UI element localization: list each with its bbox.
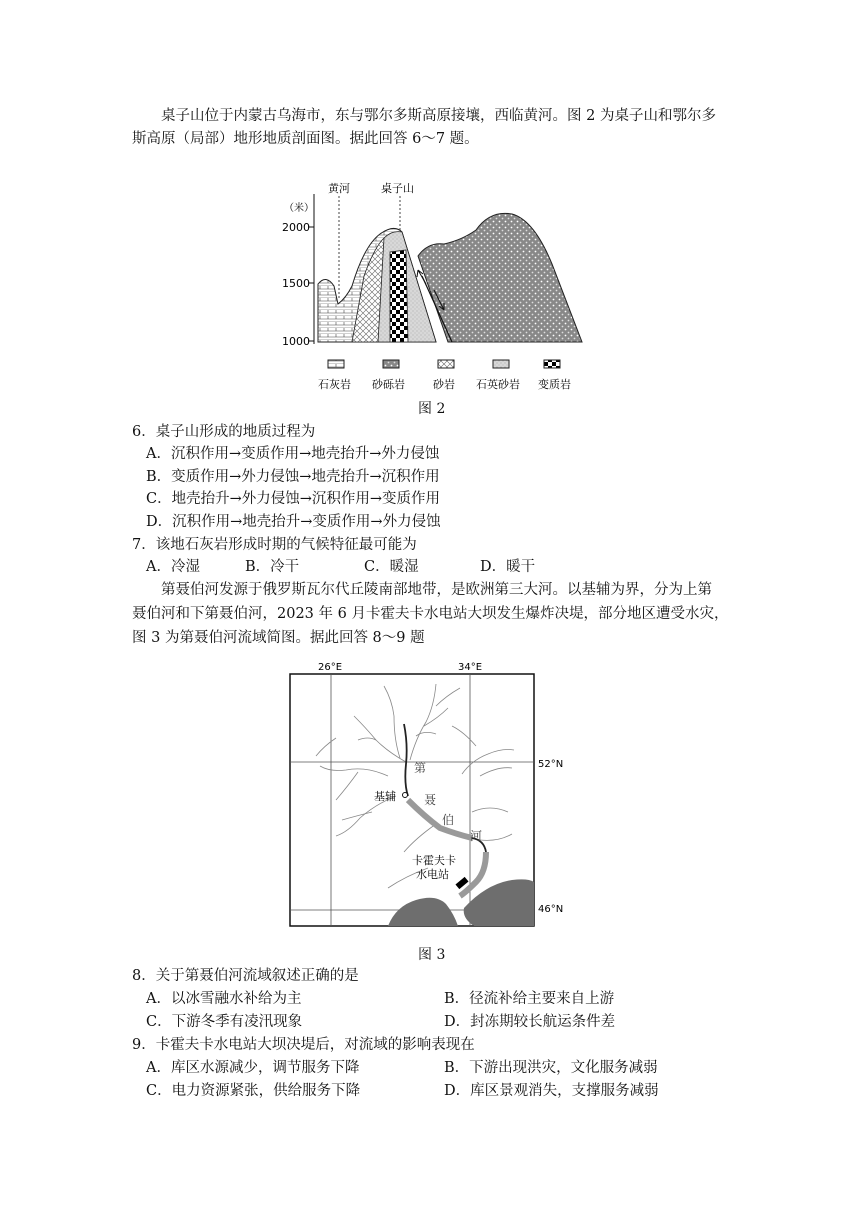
legend-quartz-sandstone: 石英砂岩: [476, 378, 520, 391]
city-kyiv: 基辅: [374, 790, 396, 803]
legend-quartz-sandstone-swatch: [493, 360, 509, 368]
legend-sandstone: 砂岩: [433, 378, 455, 391]
metamorphic-layer: [390, 250, 408, 342]
q6-option-d: D．沉积作用→地壳抬升→变质作用→外力侵蚀: [146, 514, 441, 530]
legend-sandstone-swatch: [438, 360, 454, 368]
label-yellow-river: 黄河: [328, 182, 350, 195]
q7-option-b: B．冷干: [245, 559, 300, 575]
y-tick-1500: 1500: [282, 277, 310, 290]
q7-option-d: D．暖干: [480, 559, 536, 575]
q8-option-c: C．下游冬季有凌汛现象: [146, 1014, 303, 1030]
legend-limestone-swatch: [328, 360, 344, 368]
lon-label-34e: 34°E: [458, 662, 483, 673]
figure-2-cross-section: [276, 166, 596, 401]
q6-option-a: A．沉积作用→变质作用→地壳抬升→外力侵蚀: [146, 446, 440, 462]
station-label-line2: 水电站: [416, 868, 449, 881]
legend-conglomerate-swatch: [383, 360, 399, 368]
legend-conglomerate: 砂砾岩: [372, 378, 405, 391]
q9-option-b: B．下游出现洪灾，文化服务减弱: [444, 1060, 658, 1076]
q7-option-a: A．冷湿: [146, 559, 200, 575]
lon-label-26e: 26°E: [318, 662, 343, 673]
q7-stem: 7．该地石灰岩形成时期的气候特征最可能为: [132, 537, 417, 553]
intro1-line1: 桌子山位于内蒙古乌海市，东与鄂尔多斯高原接壤，西临黄河。图 2 为桌子山和鄂尔多: [161, 108, 716, 124]
figure-3-caption: 图 3: [418, 947, 446, 963]
figure-3-basin-map: [276, 656, 576, 932]
river-char-4: 河: [470, 829, 483, 843]
river-char-3: 伯: [442, 813, 455, 827]
label-zhuozi-mountain: 桌子山: [381, 182, 414, 195]
q6-option-b: B．变质作用→外力侵蚀→地壳抬升→沉积作用: [146, 469, 440, 485]
intro2-line3: 图 3 为第聂伯河流域简图。据此回答 8～9 题: [132, 630, 425, 646]
river-char-2: 聂: [424, 793, 437, 807]
lat-label-52n: 52°N: [538, 759, 564, 770]
y-tick-2000: 2000: [282, 221, 310, 234]
intro2-line2: 聂伯河和下第聂伯河，2023 年 6 月卡霍夫卡水电站大坝发生爆炸决堤，部分地区遭受水灾，: [132, 606, 729, 622]
intro1-line2: 斯高原（局部）地形地质剖面图。据此回答 6～7 题。: [132, 131, 479, 147]
y-tick-1000: 1000: [282, 335, 310, 348]
q9-option-c: C．电力资源紧张，供给服务下降: [146, 1083, 361, 1099]
lat-label-46n: 46°N: [538, 904, 564, 915]
q9-option-d: D．库区景观消失，支撑服务减弱: [444, 1083, 659, 1099]
river-char-1: 第: [414, 761, 427, 775]
q6-stem: 6．桌子山形成的地质过程为: [132, 424, 316, 440]
q8-option-b: B．径流补给主要来自上游: [444, 991, 615, 1007]
station-label-line1: 卡霍夫卡: [412, 854, 456, 867]
legend-metamorphic: 变质岩: [538, 378, 571, 391]
q8-option-d: D．封冻期较长航运条件差: [444, 1014, 616, 1030]
q8-stem: 8．关于第聂伯河流域叙述正确的是: [132, 968, 359, 984]
q9-option-a: A．库区水源减少，调节服务下降: [146, 1060, 360, 1076]
y-unit-label: （米）: [284, 203, 314, 214]
intro2-line1: 第聂伯河发源于俄罗斯瓦尔代丘陵南部地带，是欧洲第三大河。以基辅为界，分为上第: [161, 582, 712, 598]
figure-2-caption: 图 2: [418, 401, 446, 417]
q6-option-c: C．地壳抬升→外力侵蚀→沉积作用→变质作用: [146, 491, 441, 507]
q7-option-c: C．暖湿: [364, 559, 419, 575]
legend-metamorphic-swatch: [544, 360, 560, 368]
q8-option-a: A．以冰雪融水补给为主: [146, 991, 302, 1007]
legend-limestone: 石灰岩: [318, 378, 351, 391]
kyiv-marker: [403, 793, 408, 798]
q9-stem: 9．卡霍夫卡水电站大坝决堤后，对流域的影响表现在: [132, 1037, 475, 1053]
